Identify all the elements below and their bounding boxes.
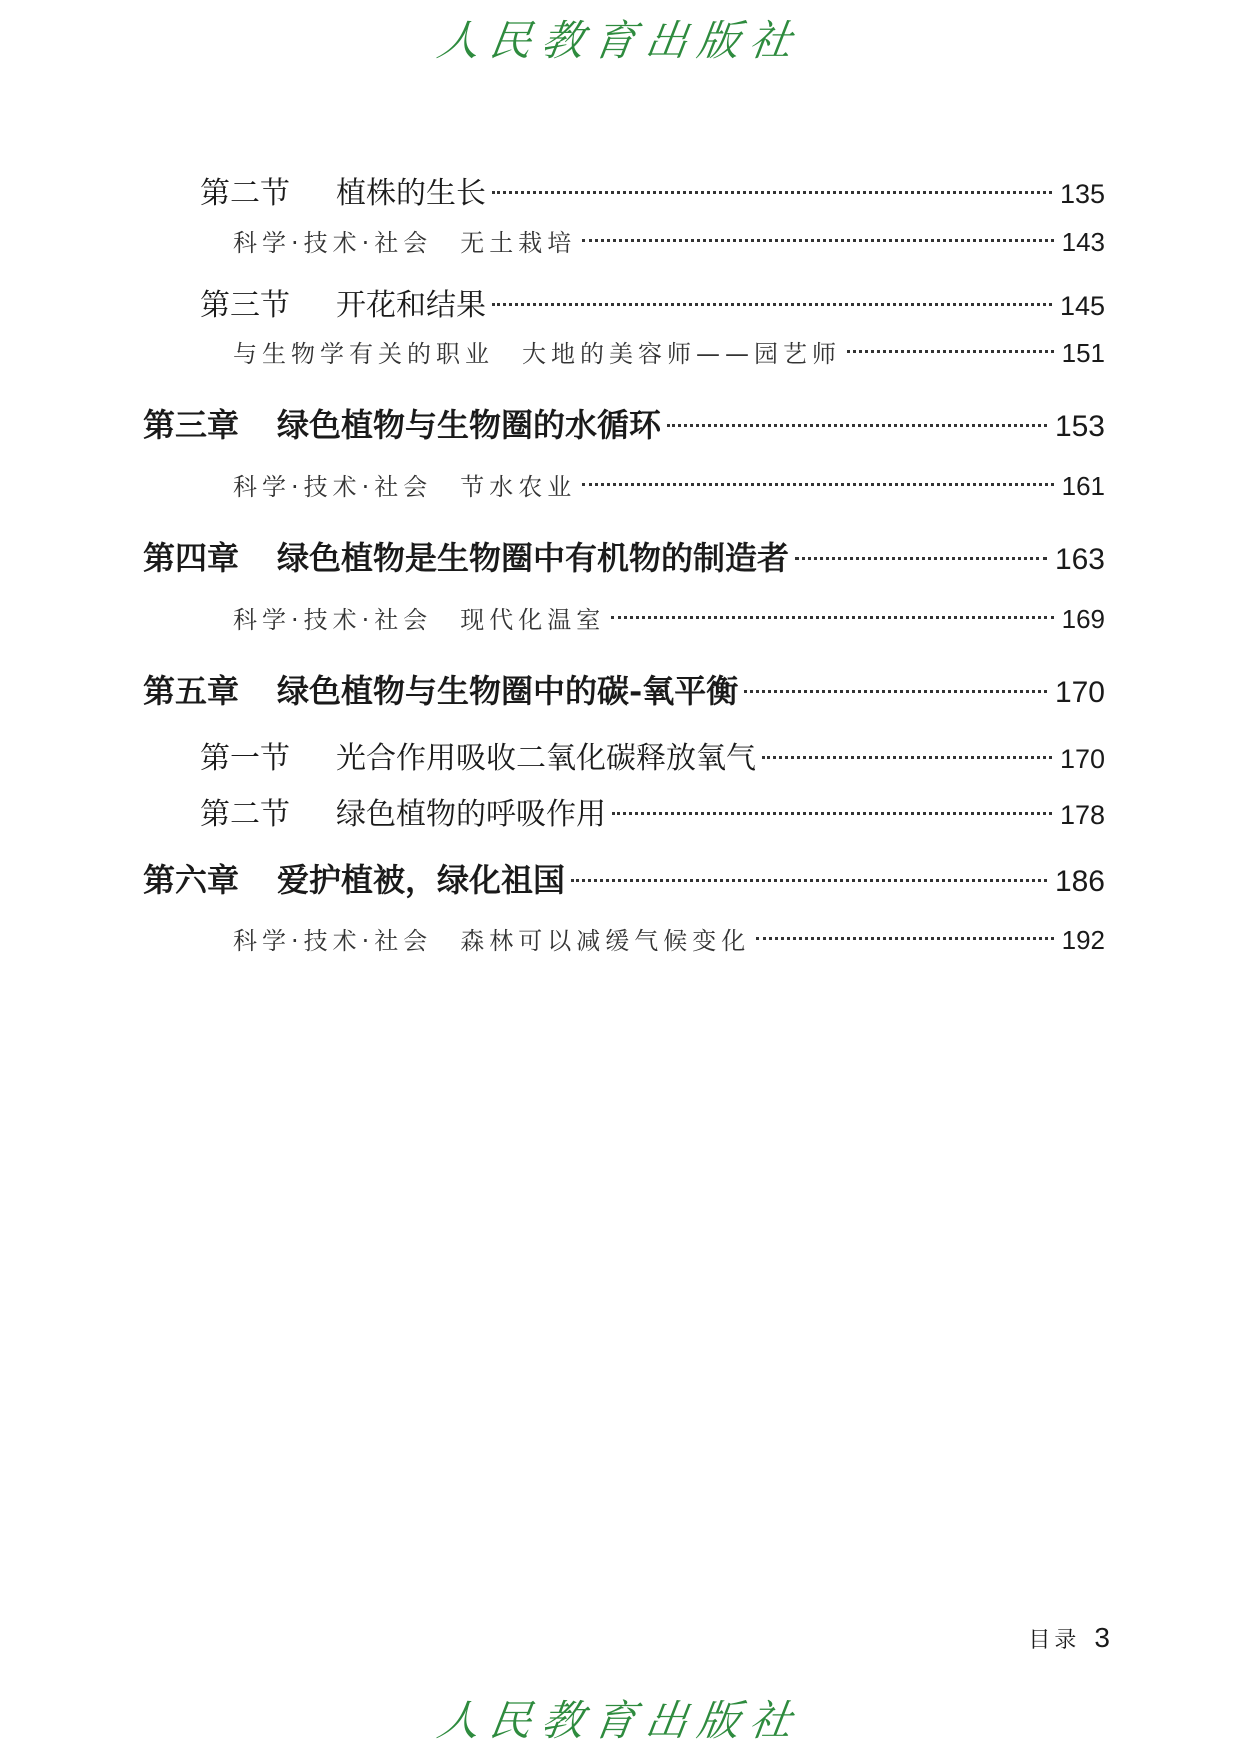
entry-page-number: 186 (1054, 865, 1105, 898)
publisher-logo-top: 人民教育出版社 (434, 16, 806, 65)
toc-entry-section (200, 789, 1105, 833)
entry-page-number: 161 (1061, 471, 1105, 501)
toc-entry-reading (233, 223, 1105, 258)
publisher-logo-bottom: 人民教育出版社 (434, 1696, 806, 1745)
entry-page-number: 163 (1054, 543, 1105, 576)
toc-entry-chapter (143, 400, 1105, 446)
toc-entry-section (200, 280, 1105, 324)
dot-leader (492, 303, 1052, 306)
entry-number: 第六章 (143, 861, 240, 899)
entry-page-number: 192 (1061, 925, 1105, 955)
entry-title: 开花和结果 (336, 288, 486, 323)
dot-leader (571, 879, 1047, 882)
entry-title: 绿色植物是生物圈中有机物的制造者 (277, 539, 790, 577)
toc-entry-chapter (143, 666, 1105, 712)
footer-label: 目录 (1028, 1628, 1081, 1653)
entry-title: 森林可以减缓气候变化 (460, 927, 751, 955)
dot-leader (756, 937, 1053, 940)
dot-leader (667, 424, 1047, 427)
entry-number: 与生物学有关的职业 (233, 340, 494, 368)
entry-number: 第三节 (200, 288, 290, 323)
dot-leader (612, 812, 1052, 815)
entry-title: 节水农业 (460, 473, 577, 501)
toc-entry-section (200, 733, 1105, 777)
toc-entry-reading (233, 921, 1105, 956)
entry-page-number: 170 (1054, 676, 1105, 709)
entry-page-number: 151 (1061, 338, 1105, 368)
entry-title: 现代化温室 (460, 606, 606, 634)
entry-number: 科学·技术·社会 (233, 927, 433, 955)
entry-title: 爱护植被，绿化祖国 (277, 861, 566, 899)
dot-leader (847, 350, 1054, 353)
entry-page-number: 135 (1059, 179, 1105, 209)
entry-title: 植株的生长 (336, 176, 486, 211)
entry-number: 第二节 (200, 176, 290, 211)
dot-leader (611, 616, 1053, 619)
dot-leader (762, 756, 1052, 759)
toc-entry-reading (233, 334, 1105, 369)
entry-title: 大地的美容师——园艺师 (522, 340, 841, 368)
toc-entry-reading (233, 467, 1105, 502)
toc-entry-chapter (143, 855, 1105, 901)
entry-number: 第五章 (143, 672, 240, 710)
entry-page-number: 143 (1061, 227, 1105, 257)
entry-title: 绿色植物的呼吸作用 (336, 797, 606, 832)
entry-page-number: 169 (1061, 604, 1105, 634)
entry-number: 第一节 (200, 741, 290, 776)
entry-title: 绿色植物与生物圈的水循环 (277, 406, 662, 444)
entry-page-number: 178 (1059, 800, 1105, 830)
page-footer (1028, 1622, 1110, 1654)
entry-number: 科学·技术·社会 (233, 229, 433, 257)
footer-page-number: 3 (1094, 1622, 1110, 1653)
entry-number: 科学·技术·社会 (233, 473, 433, 501)
entry-title: 无土栽培 (460, 229, 577, 257)
entry-page-number: 145 (1059, 291, 1105, 321)
dot-leader (744, 690, 1047, 693)
toc-entry-section (200, 168, 1105, 212)
dot-leader (795, 557, 1047, 560)
entry-number: 第四章 (143, 539, 240, 577)
entry-number: 第三章 (143, 406, 240, 444)
entry-number: 第二节 (200, 797, 290, 832)
dot-leader (582, 483, 1053, 486)
entry-title: 绿色植物与生物圈中的碳-氧平衡 (277, 672, 739, 710)
entry-page-number: 170 (1059, 744, 1105, 774)
entry-title: 光合作用吸收二氧化碳释放氧气 (336, 741, 756, 776)
dot-leader (492, 191, 1052, 194)
entry-number: 科学·技术·社会 (233, 606, 433, 634)
dot-leader (582, 239, 1053, 242)
entry-page-number: 153 (1054, 410, 1105, 443)
toc-entry-chapter (143, 533, 1105, 579)
toc-entry-reading (233, 600, 1105, 635)
